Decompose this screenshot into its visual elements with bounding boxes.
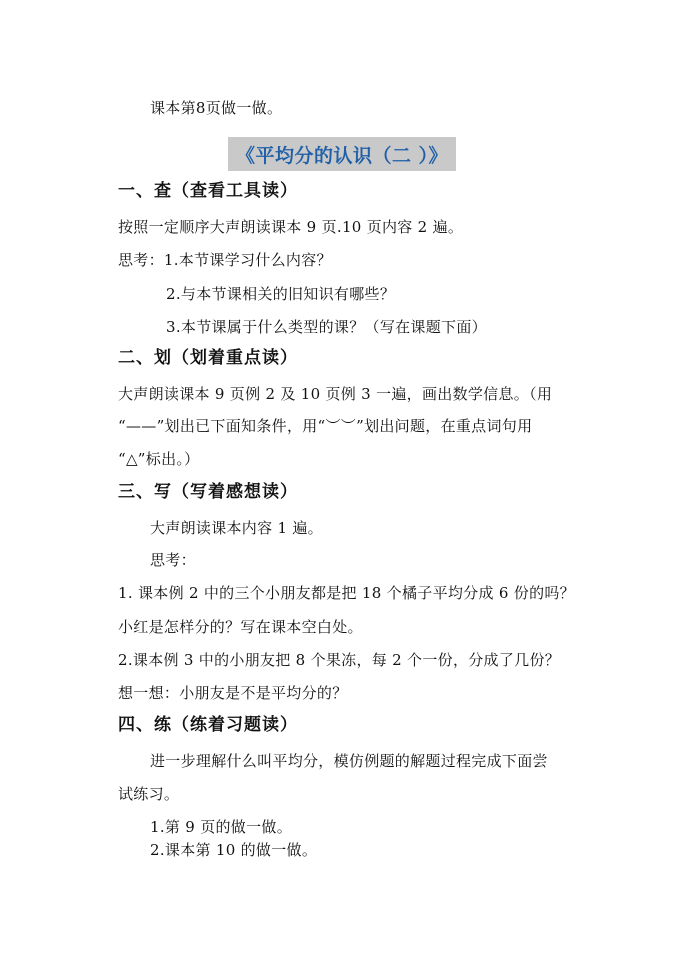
section-1-question-2: 2.与本节课相关的旧知识有哪些？: [166, 285, 396, 303]
section-2-heading: 二、划（划着重点读）: [118, 348, 298, 368]
section-2-line-2: “——”划出已下面知条件，用“︶︶”划出问题，在重点词句用: [118, 417, 533, 435]
section-4-line-1: 进一步理解什么叫平均分，模仿例题的解题过程完成下面尝: [150, 752, 548, 770]
section-1-question-3: 3.本节课属于什么类型的课？（写在课题下面）: [166, 318, 487, 336]
section-3-question-1b: 小红是怎样分的？写在课本空白处。: [118, 618, 363, 636]
intro-line: 课本第8页做一做。: [150, 99, 283, 117]
lesson-title-box: [228, 137, 456, 171]
section-3-question-1a: 1. 课本例 2 中的三个小朋友都是把 18 个橘子平均分成 6 份的吗？: [118, 584, 575, 602]
section-1-think: 思考：1.本节课学习什么内容？: [118, 251, 332, 269]
section-4-line-2: 试练习。: [118, 785, 180, 803]
section-3-think: 思考：: [150, 551, 196, 569]
section-4-item-1: 1.第 9 页的做一做。: [150, 818, 292, 836]
section-4-heading: 四、练（练着习题读）: [118, 715, 298, 735]
section-3-line-1: 大声朗读课本内容 1 遍。: [150, 519, 323, 537]
section-3-question-2a: 2.课本例 3 中的小朋友把 8 个果冻，每 2 个一份，分成了几份？: [118, 651, 561, 669]
section-1-line-1: 按照一定顺序大声朗读课本 9 页.10 页内容 2 遍。: [118, 218, 464, 236]
section-3-heading: 三、写（写着感想读）: [118, 482, 298, 502]
section-1-heading: 一、查（查看工具读）: [118, 181, 298, 201]
section-4-item-2: 2.课本第 10 的做一做。: [150, 841, 318, 859]
section-2-line-1: 大声朗读课本 9 页例 2 及 10 页例 3 一遍，画出数学信息。（用: [118, 385, 553, 403]
section-2-line-3: “△”标出。）: [118, 450, 200, 468]
section-3-question-2b: 想一想：小朋友是不是平均分的？: [118, 684, 348, 702]
lesson-title: 《平均分的认识（二 ）》: [235, 144, 449, 167]
